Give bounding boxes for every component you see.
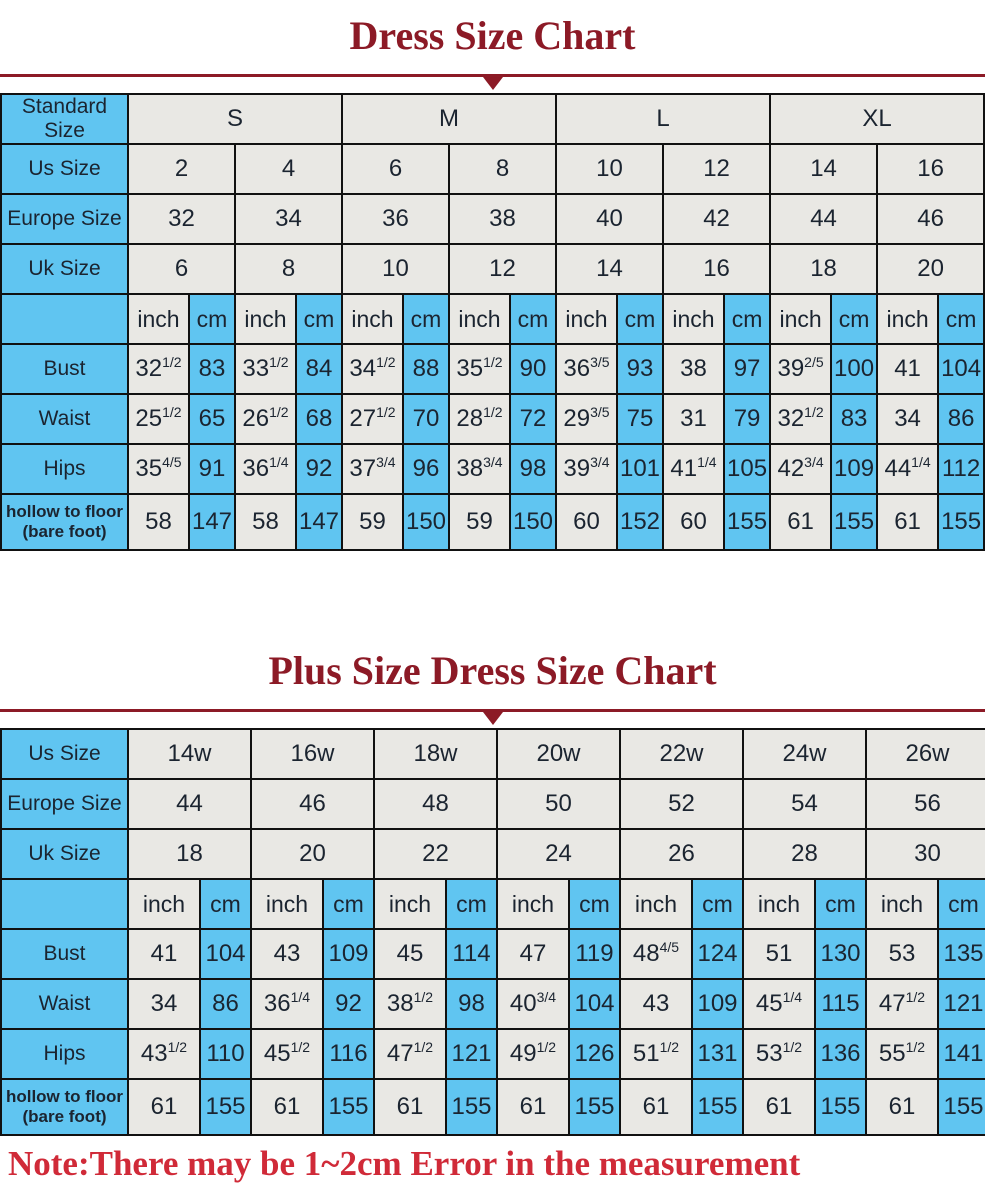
- cm-value: 136: [815, 1029, 866, 1079]
- inch-value: $47^{1/2}$: [374, 1029, 446, 1079]
- cm-value: 93: [617, 344, 663, 394]
- cm-value: 65: [189, 394, 235, 444]
- row-label-hips: Hips: [1, 1029, 128, 1079]
- row-label-bust: Bust: [1, 929, 128, 979]
- unit-label-cm: cm: [510, 294, 556, 344]
- unit-label-inch: inch: [128, 879, 200, 929]
- inch-value: 58: [235, 494, 296, 550]
- row-label-empty: [1, 294, 128, 344]
- inch-value: 61: [866, 1079, 938, 1135]
- size-value: 22w: [620, 729, 743, 779]
- size-value: 6: [342, 144, 449, 194]
- unit-row: [1, 294, 984, 344]
- size-value: 16: [877, 144, 984, 194]
- down-triangle-icon: [483, 712, 503, 725]
- unit-row: [1, 879, 985, 929]
- inch-value: $39^{3/4}$: [556, 444, 617, 494]
- unit-label-cm: cm: [938, 879, 985, 929]
- cm-value: 112: [938, 444, 984, 494]
- unit-label-cm: cm: [446, 879, 497, 929]
- row-label-europe-size: Europe Size: [1, 779, 128, 829]
- cm-value: 98: [510, 444, 556, 494]
- cm-value: 141: [938, 1029, 985, 1079]
- inch-value: $35^{1/2}$: [449, 344, 510, 394]
- size-value: 28: [743, 829, 866, 879]
- size-value: 16: [663, 244, 770, 294]
- cm-value: 104: [200, 929, 251, 979]
- inch-value: 47: [497, 929, 569, 979]
- size-value: 48: [374, 779, 497, 829]
- cm-value: 105: [724, 444, 770, 494]
- cm-value: 72: [510, 394, 556, 444]
- size-value: 2: [128, 144, 235, 194]
- size-value: 20: [251, 829, 374, 879]
- cm-value: 150: [403, 494, 449, 550]
- cm-value: 124: [692, 929, 743, 979]
- cm-value: 155: [815, 1079, 866, 1135]
- unit-label-inch: inch: [620, 879, 692, 929]
- inch-value: $32^{1/2}$: [770, 394, 831, 444]
- down-triangle-icon: [483, 77, 503, 90]
- unit-label-inch: inch: [374, 879, 446, 929]
- size-value: 34: [235, 194, 342, 244]
- cm-value: 109: [692, 979, 743, 1029]
- unit-label-inch: inch: [235, 294, 296, 344]
- size-value: 14: [556, 244, 663, 294]
- unit-label-inch: inch: [866, 879, 938, 929]
- inch-value: $25^{1/2}$: [128, 394, 189, 444]
- unit-label-inch: inch: [251, 879, 323, 929]
- cm-value: 147: [296, 494, 342, 550]
- size-value: 38: [449, 194, 556, 244]
- size-row-us-size: [1, 144, 984, 194]
- cm-value: 101: [617, 444, 663, 494]
- size-value: 18: [128, 829, 251, 879]
- unit-label-cm: cm: [617, 294, 663, 344]
- size-value: 24w: [743, 729, 866, 779]
- cm-value: 155: [938, 1079, 985, 1135]
- unit-label-inch: inch: [663, 294, 724, 344]
- cm-value: 152: [617, 494, 663, 550]
- inch-value: $43^{1/2}$: [128, 1029, 200, 1079]
- size-value: 20w: [497, 729, 620, 779]
- inch-value: 61: [374, 1079, 446, 1135]
- inch-value: $34^{1/2}$: [342, 344, 403, 394]
- row-label-bust: Bust: [1, 344, 128, 394]
- inch-value: $48^{4/5}$: [620, 929, 692, 979]
- cm-value: 96: [403, 444, 449, 494]
- cm-value: 70: [403, 394, 449, 444]
- size-value: 26w: [866, 729, 985, 779]
- plus-chart-section: [0, 647, 985, 1136]
- inch-value: $38^{3/4}$: [449, 444, 510, 494]
- size-value: 16w: [251, 729, 374, 779]
- unit-label-cm: cm: [831, 294, 877, 344]
- inch-value: 61: [877, 494, 938, 550]
- size-value: 22: [374, 829, 497, 879]
- cm-value: 90: [510, 344, 556, 394]
- inch-value: $42^{3/4}$: [770, 444, 831, 494]
- inch-value: 59: [449, 494, 510, 550]
- unit-label-cm: cm: [296, 294, 342, 344]
- size-row-uk-size: [1, 829, 985, 879]
- size-value: 8: [449, 144, 556, 194]
- inch-value: 58: [128, 494, 189, 550]
- row-label-europe-size: Europe Size: [1, 194, 128, 244]
- inch-value: $49^{1/2}$: [497, 1029, 569, 1079]
- cm-value: 155: [323, 1079, 374, 1135]
- size-value: M: [342, 94, 556, 144]
- measure-row-hips: [1, 444, 984, 494]
- cm-value: 126: [569, 1029, 620, 1079]
- size-value: 4: [235, 144, 342, 194]
- unit-label-inch: inch: [497, 879, 569, 929]
- cm-value: 92: [323, 979, 374, 1029]
- unit-label-inch: inch: [770, 294, 831, 344]
- standard-size-table: [0, 93, 985, 551]
- inch-value: 61: [497, 1079, 569, 1135]
- inch-value: 61: [620, 1079, 692, 1135]
- inch-value: $27^{1/2}$: [342, 394, 403, 444]
- unit-label-inch: inch: [556, 294, 617, 344]
- inch-value: $51^{1/2}$: [620, 1029, 692, 1079]
- size-value: 14: [770, 144, 877, 194]
- size-value: 12: [449, 244, 556, 294]
- cm-value: 114: [446, 929, 497, 979]
- cm-value: 155: [724, 494, 770, 550]
- size-value: 30: [866, 829, 985, 879]
- cm-value: 68: [296, 394, 342, 444]
- unit-label-cm: cm: [569, 879, 620, 929]
- size-value: 10: [556, 144, 663, 194]
- size-row-europe-size: [1, 194, 984, 244]
- plus-size-table: [0, 728, 985, 1136]
- size-value: 26: [620, 829, 743, 879]
- cm-value: 83: [189, 344, 235, 394]
- unit-label-cm: cm: [403, 294, 449, 344]
- cm-value: 155: [569, 1079, 620, 1135]
- size-value: 36: [342, 194, 449, 244]
- unit-label-cm: cm: [692, 879, 743, 929]
- inch-value: 61: [770, 494, 831, 550]
- cm-value: 121: [446, 1029, 497, 1079]
- cm-value: 109: [831, 444, 877, 494]
- cm-value: 150: [510, 494, 556, 550]
- size-value: 42: [663, 194, 770, 244]
- size-value: 12: [663, 144, 770, 194]
- inch-value: $36^{1/4}$: [235, 444, 296, 494]
- row-label-us-size: Us Size: [1, 144, 128, 194]
- cm-value: 116: [323, 1029, 374, 1079]
- size-value: 50: [497, 779, 620, 829]
- standard-chart-section: [0, 12, 985, 551]
- cm-value: 155: [692, 1079, 743, 1135]
- cm-value: 135: [938, 929, 985, 979]
- inch-value: $39^{2/5}$: [770, 344, 831, 394]
- unit-label-inch: inch: [342, 294, 403, 344]
- plus-chart-title: Plus Size Dress Size Chart: [268, 648, 717, 693]
- inch-value: $32^{1/2}$: [128, 344, 189, 394]
- cm-value: 91: [189, 444, 235, 494]
- inch-value: 43: [251, 929, 323, 979]
- inch-value: 59: [342, 494, 403, 550]
- measure-row-bust: [1, 344, 984, 394]
- cm-value: 97: [724, 344, 770, 394]
- inch-value: 51: [743, 929, 815, 979]
- note-text: Note:There may be 1~2cm Error in the measurement: [8, 1144, 801, 1183]
- size-value: 32: [128, 194, 235, 244]
- cm-value: 104: [569, 979, 620, 1029]
- cm-value: 130: [815, 929, 866, 979]
- inch-value: $36^{3/5}$: [556, 344, 617, 394]
- cm-value: 98: [446, 979, 497, 1029]
- unit-label-cm: cm: [724, 294, 770, 344]
- measure-row-waist: [1, 979, 985, 1029]
- cm-value: 88: [403, 344, 449, 394]
- row-label-waist: Waist: [1, 979, 128, 1029]
- row-label-waist: Waist: [1, 394, 128, 444]
- row-label-hips: Hips: [1, 444, 128, 494]
- cm-value: 86: [938, 394, 984, 444]
- size-value: 52: [620, 779, 743, 829]
- inch-value: 60: [556, 494, 617, 550]
- size-value: 56: [866, 779, 985, 829]
- size-row-standard-size: [1, 94, 984, 144]
- standard-chart-title: Dress Size Chart: [349, 13, 636, 58]
- inch-value: 41: [877, 344, 938, 394]
- row-label-us-size: Us Size: [1, 729, 128, 779]
- inch-value: $36^{1/4}$: [251, 979, 323, 1029]
- inch-value: 61: [743, 1079, 815, 1135]
- unit-label-cm: cm: [200, 879, 251, 929]
- size-row-europe-size: [1, 779, 985, 829]
- unit-label-inch: inch: [743, 879, 815, 929]
- cm-value: 84: [296, 344, 342, 394]
- inch-value: 61: [128, 1079, 200, 1135]
- cm-value: 79: [724, 394, 770, 444]
- unit-label-inch: inch: [449, 294, 510, 344]
- cm-value: 100: [831, 344, 877, 394]
- cm-value: 131: [692, 1029, 743, 1079]
- size-value: 24: [497, 829, 620, 879]
- unit-label-cm: cm: [815, 879, 866, 929]
- inch-value: $35^{4/5}$: [128, 444, 189, 494]
- divider-rule: [0, 709, 985, 712]
- size-value: XL: [770, 94, 984, 144]
- inch-value: $28^{1/2}$: [449, 394, 510, 444]
- inch-value: $29^{3/5}$: [556, 394, 617, 444]
- inch-value: $33^{1/2}$: [235, 344, 296, 394]
- size-value: S: [128, 94, 342, 144]
- cm-value: 155: [446, 1079, 497, 1135]
- measure-row-hollow-to-floor: [1, 494, 984, 550]
- cm-value: 110: [200, 1029, 251, 1079]
- size-row-us-size: [1, 729, 985, 779]
- size-value: 46: [877, 194, 984, 244]
- size-value: 10: [342, 244, 449, 294]
- size-value: L: [556, 94, 770, 144]
- size-value: 44: [128, 779, 251, 829]
- row-label-hollow-to-floor: hollow to floor (bare foot): [1, 1079, 128, 1135]
- inch-value: 34: [877, 394, 938, 444]
- size-value: 18w: [374, 729, 497, 779]
- row-label-uk-size: Uk Size: [1, 244, 128, 294]
- inch-value: $47^{1/2}$: [866, 979, 938, 1029]
- inch-value: $44^{1/4}$: [877, 444, 938, 494]
- size-value: 8: [235, 244, 342, 294]
- measure-row-waist: [1, 394, 984, 444]
- size-value: 46: [251, 779, 374, 829]
- size-value: 14w: [128, 729, 251, 779]
- inch-value: $41^{1/4}$: [663, 444, 724, 494]
- unit-label-inch: inch: [877, 294, 938, 344]
- divider-rule: [0, 74, 985, 77]
- row-label-uk-size: Uk Size: [1, 829, 128, 879]
- measure-row-bust: [1, 929, 985, 979]
- size-value: 54: [743, 779, 866, 829]
- cm-value: 155: [831, 494, 877, 550]
- cm-value: 155: [938, 494, 984, 550]
- unit-label-cm: cm: [938, 294, 984, 344]
- unit-label-cm: cm: [323, 879, 374, 929]
- inch-value: 61: [251, 1079, 323, 1135]
- inch-value: $37^{3/4}$: [342, 444, 403, 494]
- measure-row-hips: [1, 1029, 985, 1079]
- cm-value: 92: [296, 444, 342, 494]
- cm-value: 83: [831, 394, 877, 444]
- inch-value: 38: [663, 344, 724, 394]
- row-label-standard-size: Standard Size: [1, 94, 128, 144]
- cm-value: 119: [569, 929, 620, 979]
- inch-value: 53: [866, 929, 938, 979]
- inch-value: 31: [663, 394, 724, 444]
- cm-value: 155: [200, 1079, 251, 1135]
- inch-value: $53^{1/2}$: [743, 1029, 815, 1079]
- size-value: 6: [128, 244, 235, 294]
- inch-value: $40^{3/4}$: [497, 979, 569, 1029]
- unit-label-inch: inch: [128, 294, 189, 344]
- inch-value: $38^{1/2}$: [374, 979, 446, 1029]
- cm-value: 86: [200, 979, 251, 1029]
- inch-value: 60: [663, 494, 724, 550]
- size-value: 40: [556, 194, 663, 244]
- inch-value: 41: [128, 929, 200, 979]
- size-value: 18: [770, 244, 877, 294]
- cm-value: 75: [617, 394, 663, 444]
- inch-value: 43: [620, 979, 692, 1029]
- unit-label-cm: cm: [189, 294, 235, 344]
- row-label-empty: [1, 879, 128, 929]
- cm-value: 109: [323, 929, 374, 979]
- size-value: 20: [877, 244, 984, 294]
- measure-row-hollow-to-floor: [1, 1079, 985, 1135]
- inch-value: $55^{1/2}$: [866, 1029, 938, 1079]
- size-value: 44: [770, 194, 877, 244]
- inch-value: 45: [374, 929, 446, 979]
- inch-value: 34: [128, 979, 200, 1029]
- inch-value: $26^{1/2}$: [235, 394, 296, 444]
- inch-value: $45^{1/4}$: [743, 979, 815, 1029]
- cm-value: 115: [815, 979, 866, 1029]
- cm-value: 104: [938, 344, 984, 394]
- row-label-hollow-to-floor: hollow to floor (bare foot): [1, 494, 128, 550]
- size-row-uk-size: [1, 244, 984, 294]
- cm-value: 147: [189, 494, 235, 550]
- cm-value: 121: [938, 979, 985, 1029]
- inch-value: $45^{1/2}$: [251, 1029, 323, 1079]
